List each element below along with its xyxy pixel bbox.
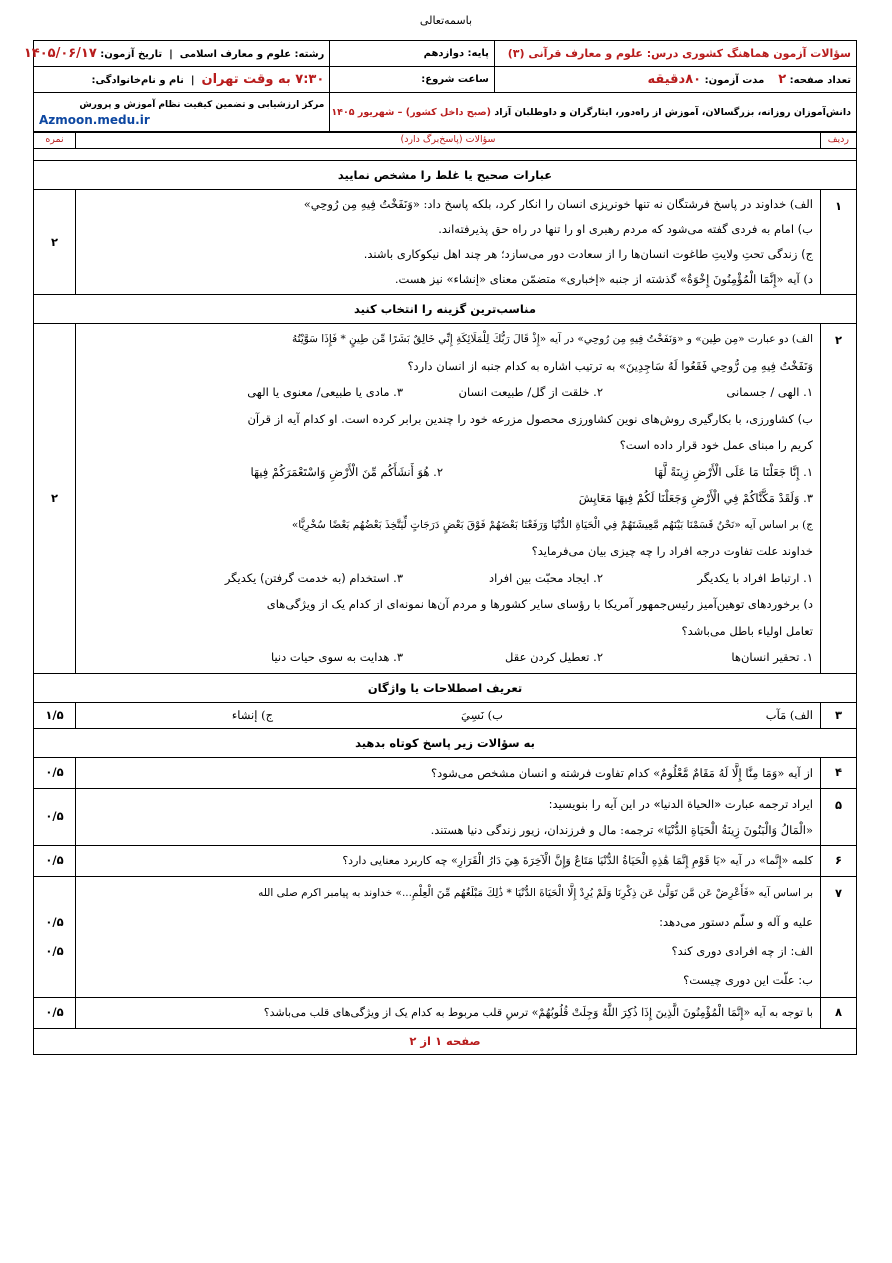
q2-d-line2: تعامل اولیاء باطل می‌باشد؟ <box>681 623 813 638</box>
option[interactable]: ۳. هدایت به سوی حیات دنیا <box>270 650 403 664</box>
start-name-cell: ۷:۳۰ به وقت تهران | نام و نام‌خانوادگی: <box>34 67 330 93</box>
question-body <box>76 788 821 845</box>
q2-b-line2: کریم را مبنای عمل خود قرار داده است؟ <box>619 438 813 452</box>
question-body <box>76 997 821 1028</box>
q7-line1: بر اساس آیه «فَأَعْرِضْ عَن مَّن تَوَلَّىٰ عَن ذِكْرِنَا وَلَمْ يُرِدْ إِلَّا الْحَيَاةَ الدُّنْيَا * ذَٰلِكَ مَبْلَغُهُم مِّنَ الْعِلْمِ...» خداوند به پیامبر اکرم صلی الله <box>258 886 813 899</box>
exam-title: سؤالات آزمون هماهنگ کشوری درس: علوم و معارف قرآنی (۳) <box>494 41 856 67</box>
start-label: ساعت شروع: <box>421 74 489 85</box>
q1-d: د) آیه «إِنَّمَا الْمُؤْمِنُونَ إِخْوَةٌ» گذشته از جنبه «إخباری» متضمّن معنای «إنشاء» نیز هست. <box>394 272 813 286</box>
students-line: دانش‌آموزان روزانه، بزرگسالان، آموزش از راه‌دور، ایثارگران و داوطلبان آزاد <box>494 107 851 118</box>
q3-terms <box>83 703 813 728</box>
q2-c-line2: خداوند علت تفاوت درجه افراد را چه چیزی بیان می‌فرماید؟ <box>531 544 813 558</box>
q2-b-options-row1 <box>83 459 813 486</box>
option[interactable]: ۳. وَلَقَدْ مَكَّنَّاكُمْ فِي الْأَرْضِ وَجَعَلْنَا لَكُمْ فِيهَا مَعَايِشَ <box>578 491 813 505</box>
term: ج) إنشاء <box>231 707 273 722</box>
option[interactable]: ۳. استخدام (به خدمت گرفتن) یکدیگر <box>224 570 403 585</box>
q5-line1: ایراد ترجمه عبارت «الحیاة الدنیا» در این آیه را بنویسید: <box>548 796 813 811</box>
q2-d-options <box>83 644 813 671</box>
option[interactable]: ۱. إِنَّا جَعَلْنَا مَا عَلَى الْأَرْضِ زِينَةً لَّهَا <box>654 464 813 479</box>
score-a: ۰/۵ <box>45 914 64 929</box>
option[interactable]: ۱. ارتباط افراد با یکدیگر <box>697 570 813 585</box>
col-score: نمره <box>34 132 76 149</box>
pages-label: تعداد صفحه: <box>789 75 851 86</box>
score-b: ۰/۵ <box>45 943 64 958</box>
name-label: نام و نام‌خانوادگی: <box>91 75 184 86</box>
question-3 <box>34 702 857 728</box>
q7-b: ب: علّت این دوری چیست؟ <box>683 972 813 987</box>
column-header-row <box>34 132 857 149</box>
section-true-false <box>34 161 857 190</box>
questions-table <box>33 131 857 1055</box>
option[interactable]: ۲. تعطیل کردن عقل <box>505 650 603 664</box>
option[interactable]: ۲. ایجاد محبّت بین افراد <box>488 570 603 585</box>
q2-a-line2: وَنَفَخْتُ فِيهِ مِن رُّوحِي فَقَعُوا لَهُ سَاجِدِينَ» به ترتیب اشاره به کدام جنبه از انسان دارد؟ <box>407 358 813 373</box>
center-cell <box>34 93 330 133</box>
question-score: ۲ <box>34 190 76 295</box>
question-number: ۸ <box>821 997 857 1028</box>
footer-row <box>34 1028 857 1054</box>
exam-date: ۱۴۰۵/۰۶/۱۷ <box>23 46 97 61</box>
question-body <box>76 757 821 788</box>
q2-a-line1: الف) دو عبارت «مِن طِين» و «وَنَفَخْتُ فِيهِ مِن رُوحِي» در آیه «إِذْ قَالَ رَبُّكَ لِلْمَلَائِكَةِ إِنِّي خَالِقٌ بَشَرًا مِّن طِينٍ * فَإِذَا سَوَّيْتُهُ <box>292 333 813 345</box>
question-score: ۰/۵ <box>34 845 76 876</box>
q7-line2: علیه و آله و سلّم دستور می‌دهد: <box>659 914 813 929</box>
q2-a-options <box>83 379 813 406</box>
q2-c-line1: ج) بر اساس آیه «نَحْنُ قَسَمْنَا بَيْنَهُم مَّعِيشَتَهُمْ فِي الْحَيَاةِ الدُّنْيَا وَرَفَعْنَا بَعْضَهُمْ فَوْقَ بَعْضٍ دَرَجَاتٍ لِّيَتَّخِذَ بَعْضُهُم بَعْضًا سُخْرِيًّا» <box>291 518 813 531</box>
question-body <box>76 876 821 997</box>
section-short-answer <box>34 728 857 757</box>
session: (صبح داخل کشور) – شهریور ۱۴۰۵ <box>331 107 492 118</box>
section-title: عبارات صحیح یا غلط را مشخص نمایید <box>34 161 857 190</box>
question-number: ۷ <box>821 876 857 997</box>
question-body <box>76 190 821 295</box>
pages: ۲ <box>778 72 787 87</box>
q5-line2: «الْمَالُ وَالْبَنُونَ زِينَةُ الْحَيَاةِ الدُّنْيَا» ترجمه: مال و فرزندان، زیور زندگی دنیا هستند. <box>430 822 813 837</box>
question-score: ۲ <box>34 324 76 674</box>
question-6 <box>34 845 857 876</box>
q2-c-options <box>83 565 813 592</box>
option[interactable]: ۳. مادی یا طبیعی/ معنوی یا الهی <box>247 385 403 399</box>
question-number: ۳ <box>821 702 857 728</box>
question-score: ۰/۵ <box>34 757 76 788</box>
top-title: باسمه‌تعالی <box>419 14 473 27</box>
question-score <box>34 876 76 997</box>
question-score: ۱/۵ <box>34 702 76 728</box>
term: الف) مَآب <box>765 707 813 722</box>
section-title: به سؤالات زیر پاسخ کوتاه بدهید <box>34 728 857 757</box>
question-7 <box>34 876 857 997</box>
question-1 <box>34 190 857 295</box>
question-number: ۴ <box>821 757 857 788</box>
col-row: ردیف <box>821 132 857 149</box>
q1-a: الف) خداوند در پاسخ فرشتگان نه تنها خونریزی انسان را انکار کرد، بلکه پاسخ داد: «وَنَفَخْتُ فِيهِ مِن رُوحِي» <box>303 197 813 211</box>
q8-text: با توجه به آیه «إِنَّمَا الْمُؤْمِنُونَ الَّذِينَ إِذَا ذُكِرَ اللَّهُ وَجِلَتْ قُلُوبُهُمْ» ترسِ قلب مربوط به کدام یک از ویژگی‌های قلب می‌باشد؟ <box>263 1005 813 1019</box>
option[interactable]: ۲. خلقت از گل/ طبیعت انسان <box>458 385 603 399</box>
question-body <box>76 702 821 728</box>
q6-text: کلمه «إِنَّما» در آیه «يَا قَوْمِ إِنَّمَا هَٰذِهِ الْحَيَاةُ الدُّنْيَا مَتَاعٌ وَإِنَّ الْآخِرَةَ هِيَ دَارُ الْقَرَارِ» چه کاربرد معنایی دارد؟ <box>342 853 813 867</box>
section-title: تعریف اصطلاحات یا واژگان <box>34 673 857 702</box>
option[interactable]: ۱. الهی / جسمانی <box>726 385 813 399</box>
question-body <box>76 845 821 876</box>
grade: پایه: دوازدهم <box>330 41 495 67</box>
question-number: ۶ <box>821 845 857 876</box>
q2-b-line1: ب) کشاورزی، با بکارگیری روش‌های نوین کشاورزی محصول مزرعه خود را چندین برابر کرده است. او کدام آیه از قرآن <box>247 411 813 426</box>
q4-text: از آیه «وَمَا مِنَّا إِلَّا لَهُ مَقَامٌ مَّعْلُومٌ» کدام تفاوت فرشته و انسان مشخص می‌شود؟ <box>431 765 813 780</box>
q1-c: ج) زندگی تحتِ ولایتِ طاغوت انسان‌ها را از سعادت دور می‌سازد؛ هر چند اهل نیکوکاری باشند. <box>363 247 813 261</box>
question-body <box>76 324 821 674</box>
start-cell <box>330 67 495 93</box>
section-multiple-choice <box>34 295 857 324</box>
section-definitions <box>34 673 857 702</box>
question-8 <box>34 997 857 1028</box>
field-date-cell: رشته: علوم و معارف اسلامی | تاریخ آزمون: ۱۴۰۵/۰۶/۱۷ <box>34 41 330 67</box>
question-4 <box>34 757 857 788</box>
question-2 <box>34 324 857 674</box>
question-number: ۲ <box>821 324 857 674</box>
students-cell <box>330 93 857 133</box>
option[interactable]: ۱. تحقیر انسان‌ها <box>731 650 813 664</box>
pages-duration-cell <box>494 67 856 93</box>
col-questions: سؤالات (پاسخ‌برگ دارد) <box>76 132 821 149</box>
question-5 <box>34 788 857 845</box>
exam-date-label: تاریخ آزمون: <box>100 49 163 60</box>
spacer <box>34 149 857 161</box>
question-score: ۰/۵ <box>34 997 76 1028</box>
site-link[interactable]: Azmoon.medu.ir <box>39 112 150 127</box>
q1-b: ب) امام به فردی گفته می‌شود که مردم رهبری او را تنها در راه حق پذیرفته‌اند. <box>438 222 813 236</box>
question-number: ۵ <box>821 788 857 845</box>
page-footer: صفحه ۱ از ۲ <box>34 1028 857 1054</box>
exam-header <box>23 40 857 133</box>
start-time: ۷:۳۰ به وقت تهران <box>201 72 325 87</box>
section-title: مناسب‌ترین گزینه را انتخاب کنید <box>34 295 857 324</box>
center: مرکز ارزشیابی و تضمین کیفیت نظام آموزش و پرورش <box>79 99 325 110</box>
field: رشته: علوم و معارف اسلامی <box>179 49 325 60</box>
q7-a: الف: از چه افرادی دوری کند؟ <box>671 943 813 958</box>
question-score: ۰/۵ <box>34 788 76 845</box>
term: ب) نَسِيَ <box>460 707 503 722</box>
q2-d-line1: د) برخوردهای توهین‌آمیز رئیس‌جمهور آمریکا با رؤسای سایر کشورها و مردم آن‌ها نمونه‌ای از کدام یک از ویژگی‌های <box>266 597 813 611</box>
option[interactable]: ۲. هُوَ أَنشَأَكُم مِّنَ الْأَرْضِ وَاسْتَعْمَرَكُمْ فِيهَا <box>250 464 443 479</box>
question-number: ۱ <box>821 190 857 295</box>
duration: ۸۰دقیقه <box>647 72 702 87</box>
duration-label: مدت آزمون: <box>704 75 765 86</box>
